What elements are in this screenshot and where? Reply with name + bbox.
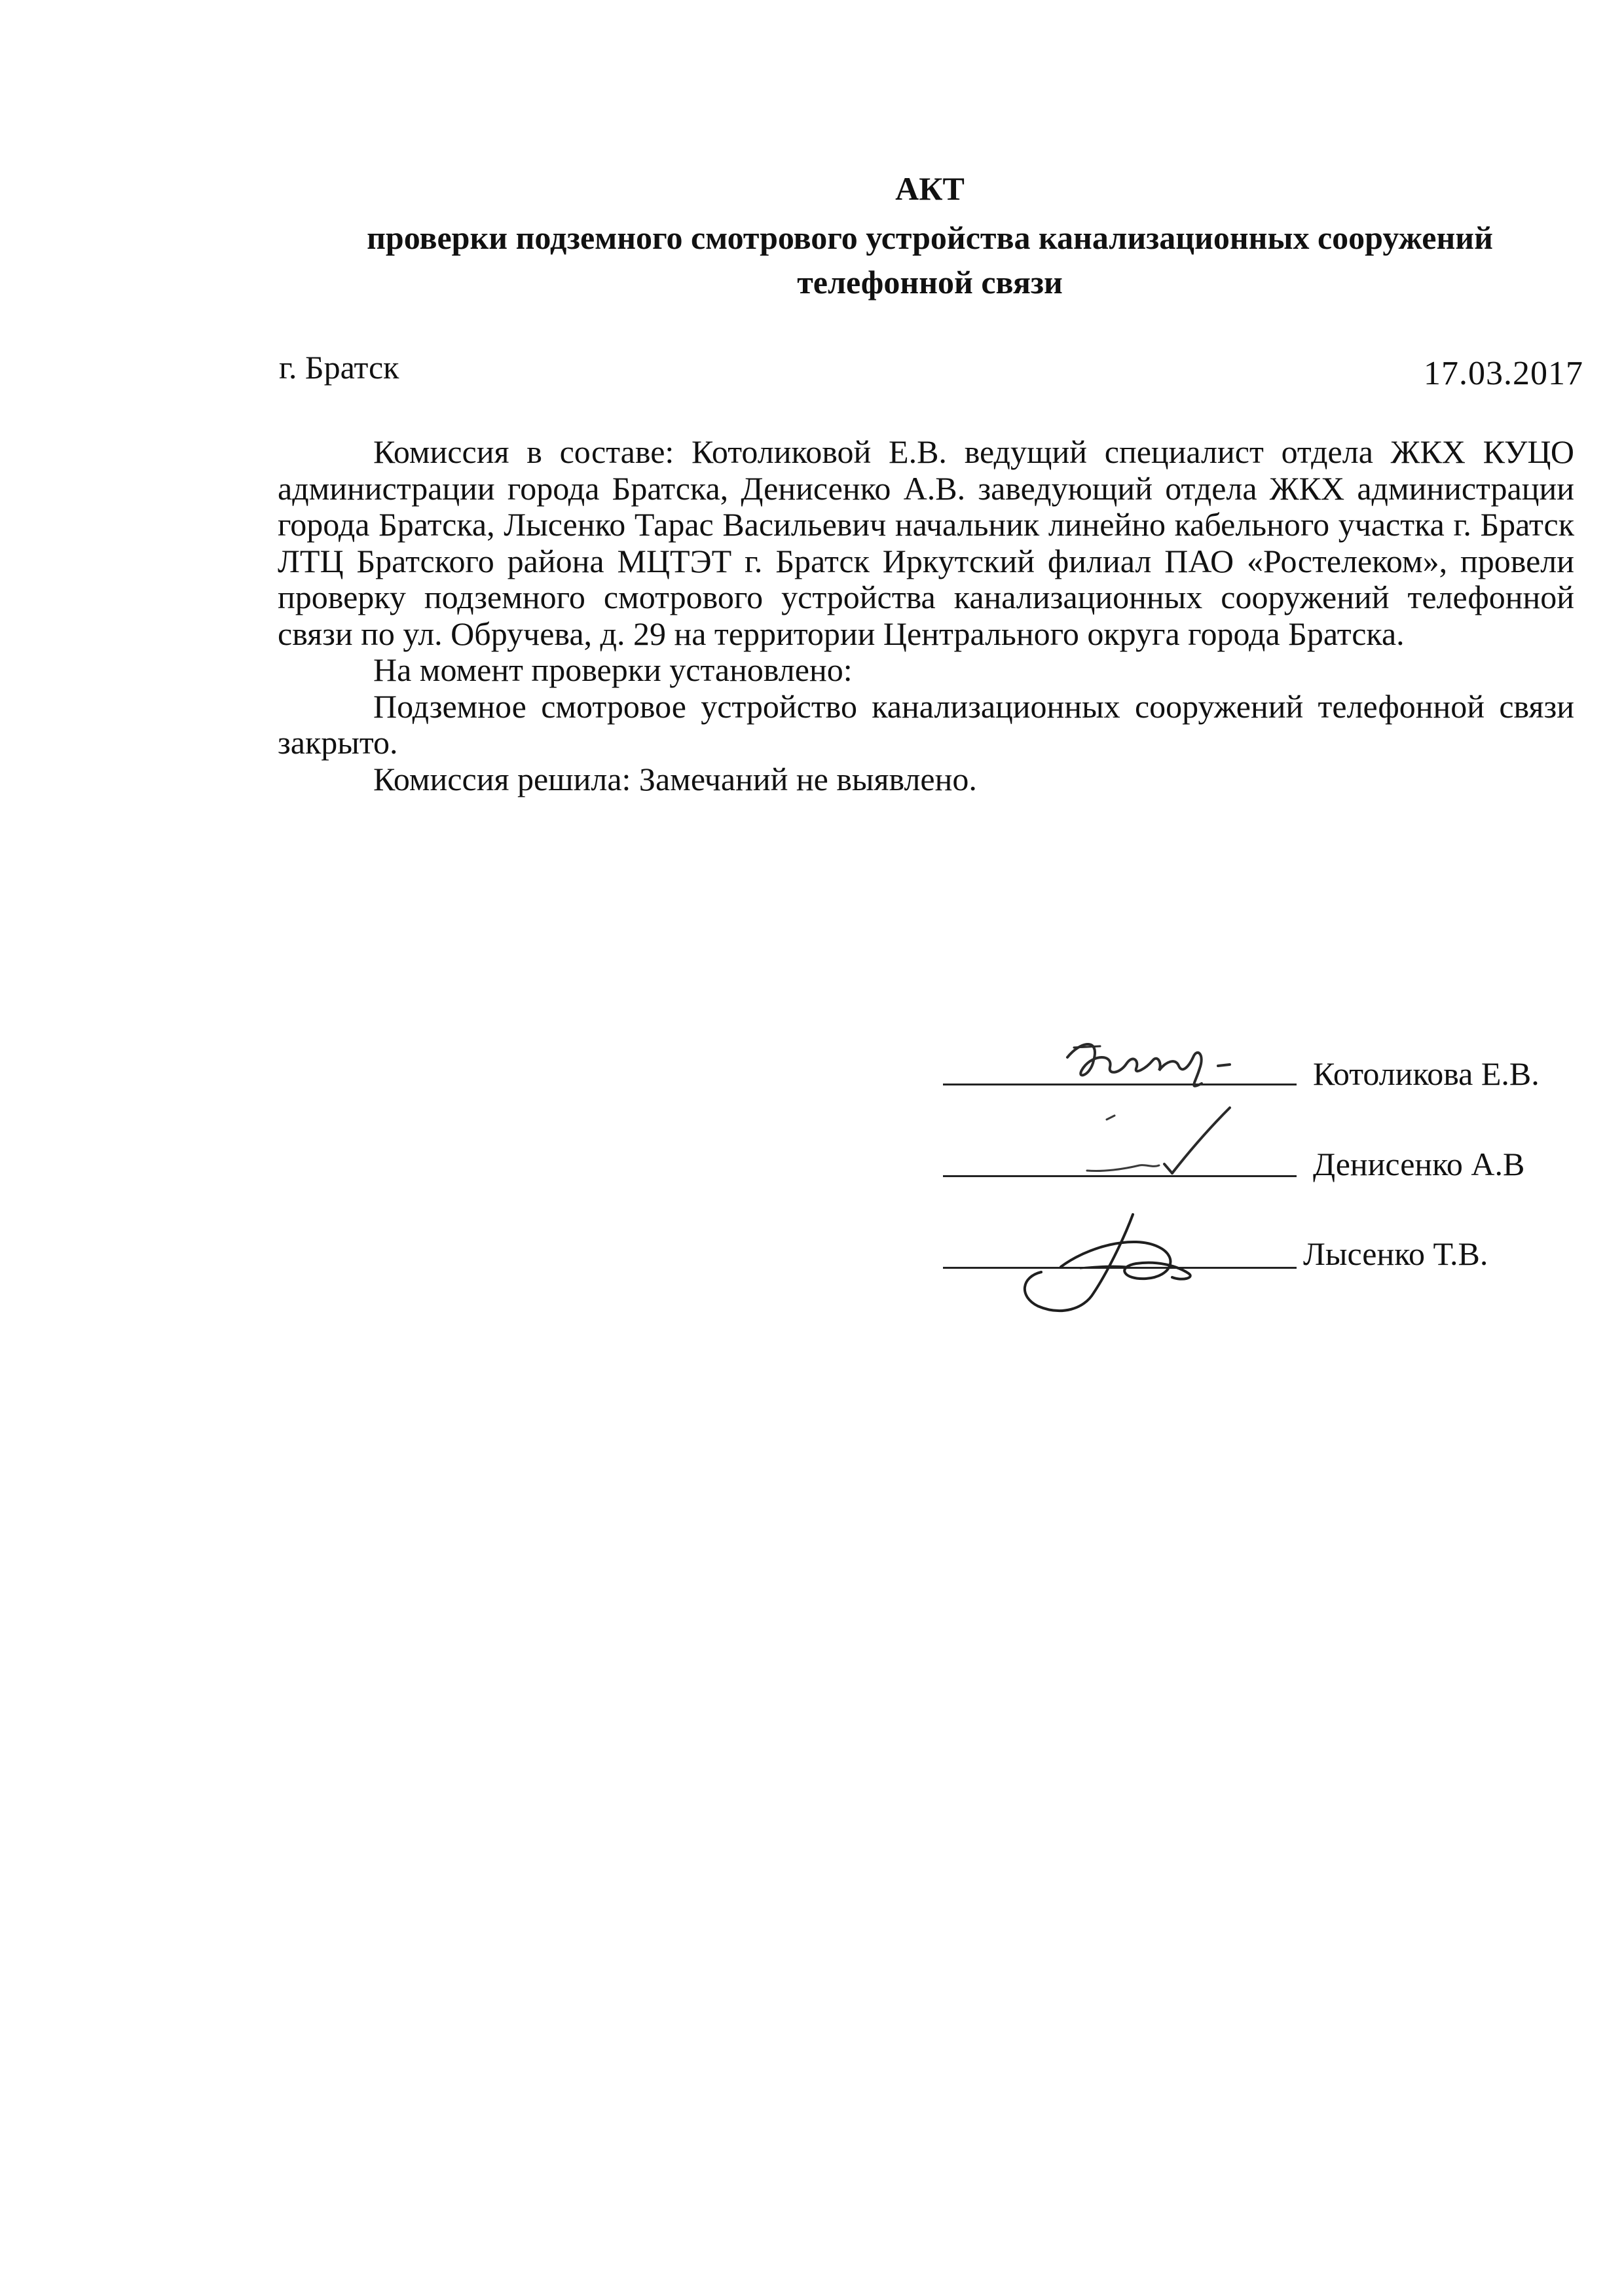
signature-kotolikova-handwriting	[1054, 1028, 1264, 1100]
body-paragraph-findings: Подземное смотровое устройство канализационных сооружений телефонной связи закрыто.	[278, 687, 1574, 761]
body-paragraph-decision: Комиссия решила: Замечаний не выявлено.	[373, 760, 977, 797]
signature-name-denisenko: Денисенко А.В	[1313, 1146, 1525, 1182]
body-paragraph-findings-intro: На момент проверки установлено:	[373, 651, 853, 688]
signature-name-lysenko: Лысенко Т.В.	[1303, 1235, 1488, 1272]
signature-denisenko-handwriting	[1074, 1100, 1270, 1192]
document-title: АКТ	[895, 170, 965, 207]
signature-lysenko-handwriting	[982, 1201, 1257, 1326]
document-subtitle-line1: проверки подземного смотрового устройства канализационных сооружений	[367, 219, 1493, 256]
document-place: г. Братск	[279, 349, 399, 386]
document-date: 17.03.2017	[1424, 355, 1583, 392]
document-subtitle-line2: телефонной связи	[797, 264, 1063, 301]
body-paragraph-commission: Комиссия в составе: Котоликовой Е.В. ведущий специалист отдела ЖКХ КУЦО администрации города Братска, Денисенко А.В. заведующий отдела ЖКХ администрации города Братска, Лысенко Тарас Васильевич начальник линейно кабельного участка г. Братск ЛТЦ Братского района МЦТЭТ г. Братск Иркутский филиал ПАО «Ростелеком», провели проверку подземного смотрового устройства канализационных сооружений телефонной связи по ул. Обручева, д. 29 на территории Центрального округа города Братска.	[278, 433, 1574, 652]
signature-name-kotolikova: Котоликова Е.В.	[1313, 1055, 1540, 1092]
